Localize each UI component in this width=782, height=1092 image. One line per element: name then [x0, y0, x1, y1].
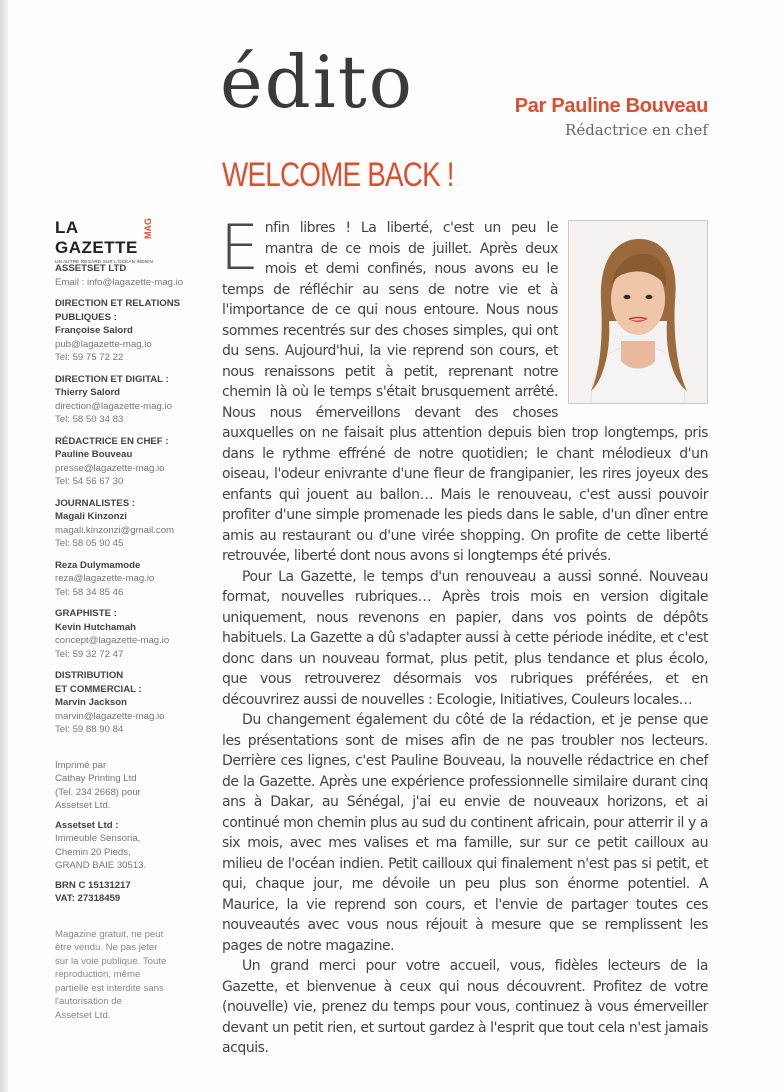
printer-line: Cathay Printing Ltd	[55, 773, 137, 784]
legal-note-line: être vendu. Ne pas jeter	[55, 942, 158, 953]
digital-heading: DIRECTION ET DIGITAL :	[55, 373, 169, 385]
article-body	[220, 211, 708, 1059]
legal-note-line: Magazine gratuit, ne peut	[55, 928, 164, 940]
journalist-email: reza@lagazette-mag.io	[55, 573, 155, 584]
legal-note-line: reproduction, même	[55, 969, 141, 980]
masthead-graphic	[55, 607, 205, 661]
paragraph-text: nfin libres ! La liberté, c'est un peu le mantra de ce mois de juillet. Après deux mois et demi confinés, nous avons eu le temps de réfléchir au sens de notre vie et à l'importance de ce qui nous entoure. Nous nous sommes recentrés sur des choses simples, qui ont du sens. Aujourd'hui, la vie reprend son cours, et nous renaissons petit à petit, reprenant notre chemin là où le temps s'était brusquement arrêté. Nous nous émerveillons devant des choses auxquelles on ne faisait plus attention depuis bien trop longtemps, pris dans le rythme effréné de notre quotidien; le chant mélodieux d'un oiseau, l'odeur enivrante d'une fleur de frangipanier, les rires joyeux des enfants qui jouent au ballon… Mais le renouveau, c'est aussi pouvoir profiter d'une simple promenade les pieds dans le sable, d'un dîner entre amis au restaurant ou d'une virée shopping. On profite de cette liberté retrouvée, liberté dont nous avons si longtemps été privés.	[222, 220, 708, 564]
digital-tel: Tel: 58 50 34 83	[55, 414, 124, 425]
legal-note-line: partielle est interdite sans	[55, 982, 164, 994]
editor-tel: Tel: 54 56 67 30	[55, 476, 124, 487]
author-role: Rédactrice en chef	[565, 121, 708, 139]
article-paragraph: Un grand merci pour votre accueil, vous, fidèles lecteurs de la Gazette, et bienvenue à ceux qui nous découvrent. Profitez de votre (nouvelle) vie, prenez du temps pour vous, continuez à vous émerveiller devant un petit rien, et surtout gardez à l'esprit que tout cela n'est jamais acquis.	[222, 958, 708, 1056]
brn-number: BRN C 15131217	[55, 879, 131, 891]
address-line: Immeuble Sensoria,	[55, 833, 141, 844]
printer-line: Assetset Ltd.	[55, 800, 111, 811]
editor-heading: RÉDACTRICE EN CHEF :	[55, 435, 169, 447]
digital-name: Thierry Salord	[55, 387, 121, 398]
vat-number: VAT: 27318459	[55, 893, 121, 904]
journalist-name: Magali Kinzonzi	[55, 511, 127, 522]
journalist-email: magali.kinzonzi@gmail.com	[55, 524, 175, 536]
digital-email: direction@lagazette-mag.io	[55, 400, 172, 412]
legal-note-line: sur la voie publique. Toute	[55, 955, 167, 967]
distribution-heading-2: ET COMMERCIAL :	[55, 683, 142, 695]
journalist-name: Reza Dulymamode	[55, 559, 141, 571]
printer-line: Imprimé par	[55, 759, 107, 771]
logo-tagline: UN AUTRE REGARD SUR L'OCÉAN INDIEN	[55, 259, 153, 264]
direction-email: pub@lagazette-mag.io	[55, 338, 152, 350]
masthead-distribution	[55, 669, 205, 737]
page-edge-shadow	[0, 0, 8, 1092]
editor-email: presse@lagazette-mag.io	[55, 462, 165, 474]
address-heading: Assetset Ltd :	[55, 819, 119, 831]
company-name: ASSETSET LTD	[55, 263, 127, 274]
article-paragraph: Du changement également du côté de la rédaction, et je pense que les présentations sont de mises afin de ne pas troubler nos lecteurs. Derrière ces lignes, c'est Pauline Bouveau, la nouvelle rédactrice en chef de la Gazette. Après une expérience professionnelle similaire durant cinq ans à Dakar, au Sénégal, j'ai eu envie de nouveaux horizons, et ai continué mon chemin plus au sud du continent africain, pour atterrir il y a six mois, avec mes valises et ma famille, sur sur ce petit cailloux au milieu de l'océan indien. Petit cailloux qui finalement n'est pas si petit, et qui, chaque jour, me dévoile un peu plus son énorme potentiel. A Maurice, la vie reprend son cours, et l'envie de partager toutes ces nouveautés avec vous nous réjouit à mesure que se remplissent les pages de notre magazine.	[222, 712, 708, 954]
distribution-tel: Tel: 59 88 90 84	[55, 724, 124, 735]
byline	[515, 95, 708, 139]
direction-tel: Tel: 59 75 72 22	[55, 352, 124, 363]
graphic-name: Kevin Hutchamah	[55, 621, 137, 633]
article-paragraph: Pour La Gazette, le temps d'un renouveau a aussi sonné. Nouveau format, nouvelles rubriques… Après trois mois en version digitale uniquement, nous revenons en papier, dans vos points de dépôts habituels. La Gazette a dû s'adapter aussi à cette période inédite, et c'est donc dans un nouveau format, plus petit, plus tendance et plus écolo, que vous retrouverez désormais vos rubriques préférées, et en découvrirez aussi de nouvelles : Ecologie, Initiatives, Couleurs locales…	[222, 568, 708, 708]
editor-name: Pauline Bouveau	[55, 449, 133, 460]
section-title: édito	[220, 40, 415, 124]
legal-note-line: l'autorisation de	[55, 996, 122, 1007]
author-photo	[568, 220, 708, 404]
graphic-email: concept@lagazette-mag.io	[55, 635, 170, 646]
direction-heading-1: DIRECTION ET RELATIONS	[55, 298, 181, 309]
author-name: Par Pauline Bouveau	[514, 95, 708, 117]
masthead-journalist-2	[55, 559, 205, 600]
printer-line: (Tel. 234 2668) pour	[55, 786, 141, 798]
drop-cap: E	[220, 211, 259, 284]
distribution-name: Marvin Jackson	[55, 697, 127, 708]
address-line: GRAND BAIE 30513.	[55, 860, 147, 871]
journalists-heading: JOURNALISTES :	[55, 497, 135, 509]
masthead-company	[55, 262, 205, 289]
legal-note-line: Assetset Ltd.	[55, 1009, 111, 1021]
masthead-sidebar	[55, 262, 205, 1022]
printer-info	[55, 759, 205, 906]
logo-wordmark: LA GAZETTE	[55, 218, 138, 257]
masthead-direction	[55, 297, 205, 365]
masthead-editor	[55, 435, 205, 489]
company-email: Email : info@lagazette-mag.io	[55, 276, 184, 288]
masthead-journalists	[55, 497, 205, 551]
masthead-digital	[55, 373, 205, 427]
author-portrait-image	[569, 221, 707, 403]
legal-note	[55, 928, 205, 1023]
gazette-logo	[55, 218, 165, 264]
direction-heading-2: PUBLIQUES :	[55, 311, 117, 323]
graphic-heading: GRAPHISTE :	[55, 608, 117, 619]
distribution-email: marvin@lagazette-mag.io	[55, 710, 165, 722]
journalist-tel: Tel: 58 05 90 45	[55, 538, 124, 549]
article-headline: WELCOME BACK !	[222, 156, 454, 194]
direction-name: Françoise Salord	[55, 325, 133, 336]
address-line: Chemin 20 Pieds,	[55, 846, 131, 858]
distribution-heading-1: DISTRIBUTION	[55, 670, 124, 681]
graphic-tel: Tel: 59 32 72 47	[55, 648, 124, 660]
journalist-tel: Tel: 58 34 85 46	[55, 586, 124, 598]
logo-mag: MAG	[143, 218, 153, 239]
